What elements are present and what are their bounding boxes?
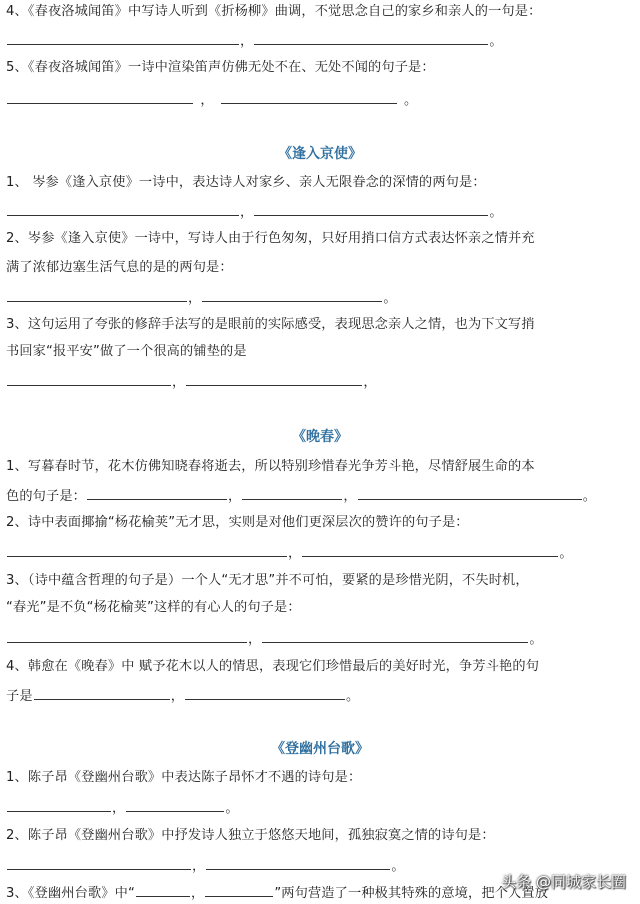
answer-blank[interactable] [7,201,239,216]
watermark: 头条 @同城家长圈 [501,873,626,891]
answer-line: 色的句子是： ， ， 。 [6,485,596,507]
answer-blank[interactable] [302,542,558,557]
answer-blank[interactable] [186,371,362,386]
answer-line: ， 。 [6,201,503,223]
answer-blank[interactable] [126,797,224,812]
answer-blank[interactable] [205,882,273,897]
answer-blank[interactable] [254,30,488,45]
question-prompt-cont: 满了浓郁边塞生活气息的是的两句是： [6,260,233,275]
question-prompt: 3、这句运用了夸张的修辞手法写的是眼前的实际感受，表现思念亲人之情，也为下文写捎 [6,317,535,332]
answer-blank[interactable] [136,882,190,897]
answer-blank[interactable] [262,628,528,643]
answer-blank[interactable] [7,542,287,557]
question-prompt: 2、岑参《逢入京使》一诗中，写诗人由于行色匆匆，只好用捎口信方式表达怀亲之情并充 [6,231,535,246]
answer-line: ， 。 [6,855,405,877]
answer-blank[interactable] [7,628,247,643]
question-prompt: 4、韩愈在《晚春》中 赋予花木以人的情思，表现它们珍惜最后的美好时光，争芳斗艳的句 [6,659,540,674]
answer-blank[interactable] [7,30,239,45]
section-title: 《逢入京使》 [278,146,362,162]
question-4-prompt: 4、《春夜洛城闻笛》中写诗人听到《折杨柳》曲调，不觉思念自己的家乡和亲人的一句是： [6,4,542,19]
question-prompt: 1、陈子昂《登幽州台歌》中表达陈子昂怀才不遇的诗句是： [6,770,362,785]
question-prompt: 2、陈子昂《登幽州台歌》中抒发诗人独立于悠悠天地间，孤独寂寞之情的诗句是： [6,828,495,843]
answer-blank[interactable] [185,685,345,700]
answer-blank[interactable] [7,797,111,812]
question-5-answer-line: ， 。 [6,89,417,111]
answer-line: ， 。 [6,287,397,309]
answer-blank[interactable] [87,485,227,500]
answer-blank[interactable] [7,287,187,302]
section-title: 《晚春》 [292,429,348,445]
answer-blank[interactable] [358,485,582,500]
answer-blank[interactable] [206,855,390,870]
answer-blank[interactable] [242,485,342,500]
question-5-prompt: 5、《春夜洛城闻笛》一诗中渲染笛声仿佛无处不在、无处不闻的句子是： [6,60,435,75]
answer-blank[interactable] [202,287,382,302]
question-prompt-cont: “春光”是不负“杨花榆荚”这样的有心人的句子是： [6,600,301,615]
answer-line: ， 。 [6,797,239,819]
question-prompt: 1、写暮春时节，花木仿佛知晓春将逝去，所以特别珍惜春光争芳斗艳，尽情舒展生命的本 [6,459,535,474]
section-title: 《登幽州台歌》 [271,741,369,757]
answer-line: ， 。 [6,628,543,650]
answer-blank[interactable] [7,89,193,104]
question-prompt: 3、（诗中蕴含哲理的句子是）一个人“无才思”并不可怕，要紧的是珍惜光阴，不失时机， [6,573,529,588]
answer-blank[interactable] [221,89,397,104]
answer-blank[interactable] [7,855,191,870]
answer-blank[interactable] [254,201,488,216]
answer-line: 子是 ， 。 [6,685,359,707]
answer-blank[interactable] [34,685,170,700]
answer-blank[interactable] [7,371,171,386]
question-4-answer-line: ， 。 [6,30,503,52]
question-prompt-cont: 书回家“报平安”做了一个很高的铺垫的是 [6,344,247,359]
answer-line: ， ， [6,371,377,393]
question-prompt: 2、诗中表面揶揄“杨花榆荚”无才思，实则是对他们更深层次的赞许的句子是： [6,515,469,530]
question-prompt: 3、《登幽州台歌》中“ ， ”两句营造了一种极其特殊的意境，把个人置放 [6,882,548,904]
answer-line: ， 。 [6,542,573,564]
question-prompt: 1、 岑参《逢入京使》一诗中，表达诗人对家乡、亲人无限眷念的深情的两句是： [6,175,486,190]
